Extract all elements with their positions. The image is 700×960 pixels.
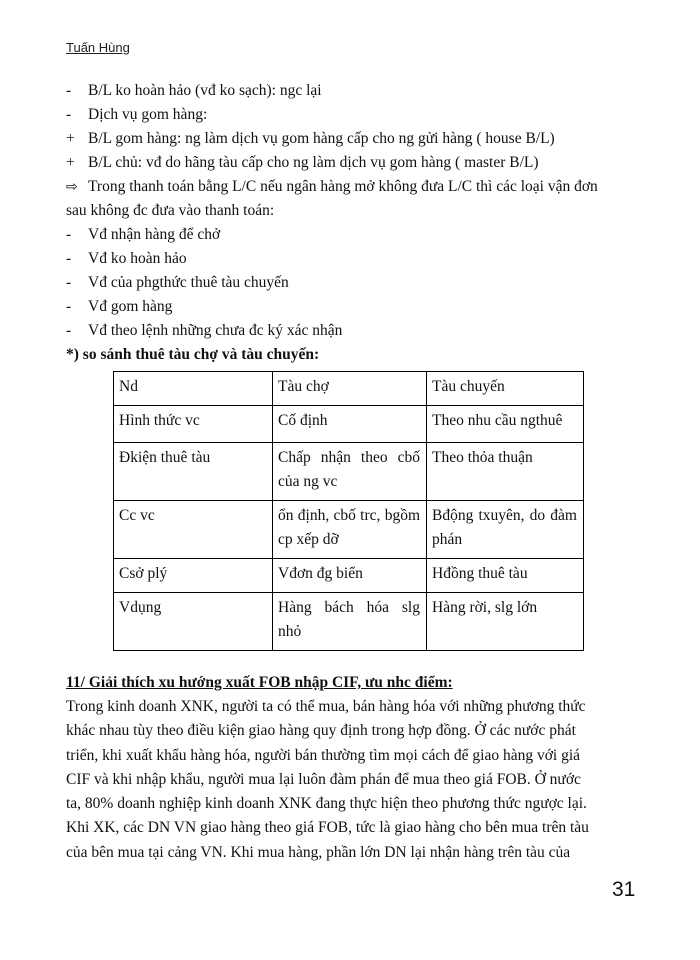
plus-marker: + — [66, 130, 75, 147]
list-item — [66, 271, 640, 295]
list-item-text: Vđ theo lệnh những chưa đc ký xác nhận — [88, 322, 343, 339]
section-11-line: của bên mua tại cảng VN. Khi mua hàng, phần lớn DN lại nhận hàng trên tàu của — [66, 843, 571, 861]
table-cell: Cố định — [273, 406, 427, 443]
section-11-line: Khi XK, các DN VN giao hàng theo giá FOB, tức là giao hàng cho bên mua trên tàu — [66, 819, 589, 837]
table-cell: Theo thỏa thuận — [427, 443, 584, 501]
plus-marker: + — [66, 154, 75, 171]
section-11-line: ta, 80% doanh nghiệp kinh doanh XNK đang thực hiện theo phương thức ngược lại. — [66, 795, 587, 813]
table-cell: Hình thức vc — [114, 406, 273, 443]
list-item-text: Vđ nhận hàng để chở — [88, 226, 221, 243]
list-item — [66, 103, 640, 127]
comparison-table — [113, 371, 584, 651]
dash-marker: - — [66, 106, 72, 123]
list-item — [66, 247, 640, 271]
list-item-text: Vđ của phgthức thuê tàu chuyến — [88, 274, 289, 291]
table-header-cell: Nd — [114, 372, 273, 406]
dash-marker: - — [66, 250, 72, 267]
table-row — [114, 559, 584, 593]
dash-marker: - — [66, 298, 72, 315]
table-cell: Csở plý — [114, 559, 273, 593]
list-item-text: B/L gom hàng: ng làm dịch vụ gom hàng cấp cho ng gửi hàng ( house B/L) — [88, 130, 555, 147]
table-cell: Hàng bách hóa slg nhỏ — [273, 593, 427, 651]
table-header-cell: Tàu chợ — [273, 372, 427, 406]
list-item-text: B/L ko hoàn hảo (vđ ko sạch): ngc lại — [88, 82, 322, 99]
arrow-paragraph-line2: sau không đc đưa vào thanh toán: — [66, 202, 275, 219]
list-item — [66, 319, 640, 343]
list-item-text: B/L chủ: vđ do hãng tàu cấp cho ng làm dịch vụ gom hàng ( master B/L) — [88, 154, 539, 171]
list-item-text: Vđ ko hoàn hảo — [88, 250, 187, 267]
list-item — [66, 151, 640, 175]
arrow-paragraph — [66, 175, 640, 199]
list-item — [66, 79, 640, 103]
table-row — [114, 406, 584, 443]
table-cell: ổn định, cbố trc, bgồm cp xếp dỡ — [273, 501, 427, 559]
section-11-line: CIF và khi nhập khẩu, người mua lại luôn đàm phán để mua theo giá FOB. Ở nước — [66, 770, 581, 788]
page-header: Tuấn Hùng — [66, 40, 130, 55]
table-cell: Hàng rời, slg lớn — [427, 593, 584, 651]
section-11-heading: 11/ Giải thích xu hướng xuất FOB nhập CIF, ưu nhc điểm: — [66, 674, 453, 691]
list-item-text: Dịch vụ gom hàng: — [88, 106, 208, 123]
table-cell: Cc vc — [114, 501, 273, 559]
comparison-title: *) so sánh thuê tàu chợ và tàu chuyến: — [66, 346, 320, 363]
table-cell: Chấp nhận theo cbố của ng vc — [273, 443, 427, 501]
list-item — [66, 295, 640, 319]
list-item — [66, 223, 640, 247]
arrow-paragraph-line1: Trong thanh toán bằng L/C nếu ngân hàng mở không đưa L/C thì các loại vận đơn — [88, 178, 598, 195]
page-number: 31 — [612, 878, 636, 901]
section-11-line: khác nhau tùy theo điều kiện giao hàng quy định trong hợp đồng. Ở các nước phát — [66, 722, 576, 740]
dash-marker: - — [66, 82, 72, 99]
table-cell: Vdụng — [114, 593, 273, 651]
list-item — [66, 127, 640, 151]
section-11-line: triển, khi xuất khẩu hàng hóa, người bán thường tìm mọi cách để giao hàng với giá — [66, 746, 581, 764]
dash-marker: - — [66, 274, 72, 291]
table-cell: Bđộng txuyên, do đàm phán — [427, 501, 584, 559]
document-body — [66, 79, 640, 865]
table-row — [114, 501, 584, 559]
table-cell: Vđơn đg biển — [273, 559, 427, 593]
dash-marker: - — [66, 226, 72, 243]
table-row — [114, 372, 584, 406]
section-11-line: Trong kinh doanh XNK, người ta có thể mua, bán hàng hóa với những phương thức — [66, 698, 586, 715]
table-row — [114, 593, 584, 651]
table-cell: Hđồng thuê tàu — [427, 559, 584, 593]
arrow-right-icon: ⇨ — [66, 179, 78, 195]
table-cell: Đkiện thuê tàu — [114, 443, 273, 501]
table-header-cell: Tàu chuyến — [427, 372, 584, 406]
dash-marker: - — [66, 322, 72, 339]
list-item-text: Vđ gom hàng — [88, 298, 173, 315]
table-row — [114, 443, 584, 501]
table-cell: Theo nhu cầu ngthuê — [427, 406, 584, 443]
